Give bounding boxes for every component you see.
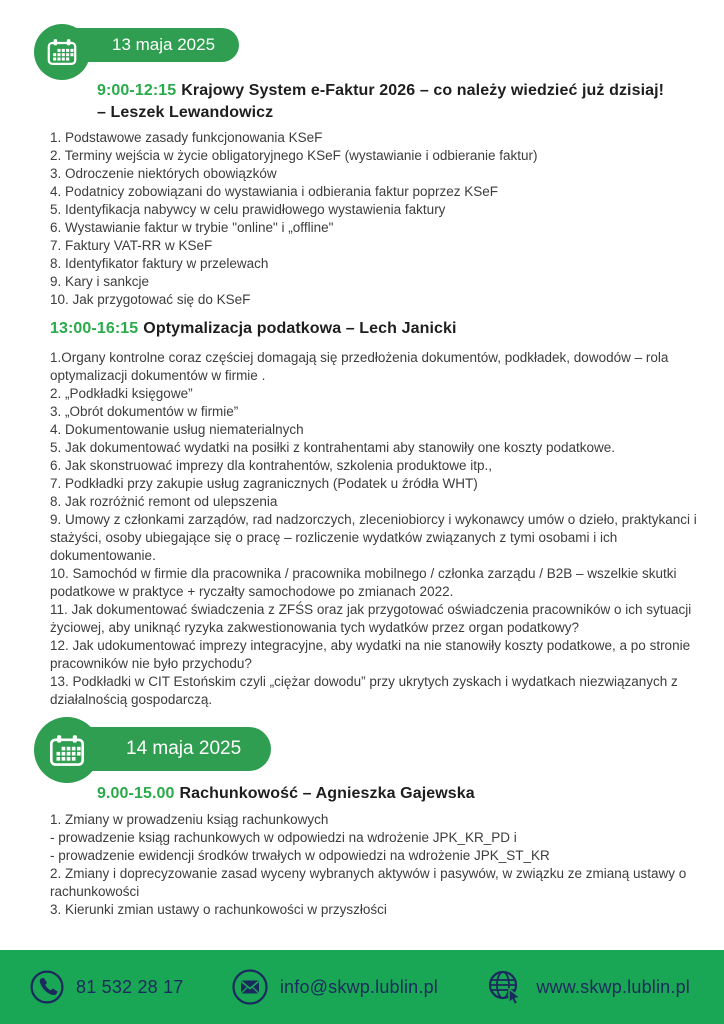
website-contact [484,966,690,1008]
session-agenda-list [50,349,710,709]
calendar-icon [34,24,90,80]
agenda-item: 5. Jak dokumentować wydatki na posiłki z kontrahentami aby stanowiły one koszty podatkowe. [50,440,616,455]
agenda-item: - prowadzenie ewidencji środków trwałych w odpowiedzi na wdrożenie JPK_ST_KR [50,848,550,863]
session-speaker: – Leszek Lewandowicz [97,104,274,121]
agenda-item: 4. Podatnicy zobowiązani do wystawiania i odbierania faktur poprzez KSeF [50,184,498,199]
agenda-item: 5. Identyfikacja nabywcy w celu prawidłowego wystawienia faktury [50,202,446,217]
calendar-icon-glyph [46,37,78,67]
agenda-item: 9. Umowy z członkami zarządów, rad nadzorczych, zleceniobiorcy i wykonawcy umów o dzieło, praktykanci i stażyści, osoby ubiegające się o pracę – rozliczenie wydatków związanych z tymi osobami i ich dokumentowanie. [50,512,697,563]
date-label: 13 maja 2025 [112,35,216,54]
globe-cursor-icon [484,966,526,1008]
session-time: 9:00-12:15 [97,82,177,99]
date-label: 14 maja 2025 [126,738,242,759]
agenda-item: 7. Faktury VAT-RR w KSeF [50,238,213,253]
phone-contact [28,968,184,1006]
agenda-item: 2. „Podkładki księgowe” [50,386,193,401]
agenda-item: 6. Jak skonstruować imprezy dla kontrahentów, szkolenia produktowe itp., [50,458,492,473]
calendar-icon-glyph [48,733,86,768]
agenda-item: 2. Zmiany i doprecyzowanie zasad wyceny wybranych aktywów i pasywów, w związku ze zmianą ustawy o rachunkowości [50,866,687,899]
agenda-item: 11. Jak dokumentować świadczenia z ZFŚS oraz jak przygotować oświadczenia pracowników o ich sytuacji życiowej, aby uniknąć ryzyka zakwestionowania tych wydatków przez organ podatkowy? [50,602,692,635]
agenda-item: 2. Terminy wejścia w życie obligatoryjnego KSeF (wystawianie i odbieranie faktur) [50,148,538,163]
calendar-icon [34,717,100,783]
email-address: info@skwp.lublin.pl [279,976,438,997]
session-agenda-list [50,811,710,919]
agenda-item: 1. Zmiany w prowadzeniu ksiąg rachunkowych [50,812,329,827]
email-icon [230,967,270,1007]
session-heading [50,783,710,805]
agenda-item: 7. Podkładki przy zakupie usług zagranicznych (Podatek u źródła WHT) [50,476,478,491]
agenda-item: 4. Dokumentowanie usług niematerialnych [50,422,304,437]
session-heading [50,80,710,124]
contact-footer [0,950,724,1024]
session-agenda-list [50,129,710,309]
session-title: Krajowy System e-Faktur 2026 – co należy wiedzieć już dzisiaj! [181,82,665,99]
phone-icon [28,968,66,1006]
agenda-item: 3. „Obrót dokumentów w firmie” [50,404,239,419]
session-time: 9.00-15.00 [97,785,175,802]
session-title: Optymalizacja podatkowa – Lech Janicki [143,320,457,337]
session-rachunkowosc [50,783,710,919]
website-url: www.skwp.lublin.pl [536,976,690,997]
session-time: 13:00-16:15 [50,320,139,337]
agenda-item: 9. Kary i sankcje [50,274,150,289]
agenda-item: - prowadzenie ksiąg rachunkowych w odpowiedzi na wdrożenie JPK_KR_PD i [50,830,517,845]
agenda-item: 10. Jak przygotować się do KSeF [50,292,251,307]
session-heading [50,318,710,340]
email-contact [230,967,438,1007]
agenda-item: 13. Podkładki w CIT Estońskim czyli „ciężar dowodu” przy ukrytych zyskach i wydatkach niezwiązanych z działalnością gospodarczą. [50,674,678,707]
session-title: Rachunkowość – Agnieszka Gajewska [179,785,475,802]
agenda-item: 3. Kierunki zmian ustawy o rachunkowości w przyszłości [50,902,387,917]
date-pill [64,28,239,62]
agenda-item: 1.Organy kontrolne coraz częściej domagają się przedłożenia dokumentów, podkładek, dowodów – rola optymalizacji dokumentów w firmie . [50,350,669,383]
agenda-item: 10. Samochód w firmie dla pracownika / pracownika mobilnego / członka zarządu / B2B – wszelkie skutki podatkowe w praktyce + ryczałty samochodowe po zmianach 2022. [50,566,677,599]
session-optymalizacja [50,318,710,709]
agenda-item: 6. Wystawianie faktur w trybie "online" i „offline" [50,220,334,235]
agenda-item: 8. Jak rozróżnić remont od ulepszenia [50,494,278,509]
session-ksef [50,80,710,309]
agenda-item: 1. Podstawowe zasady funkcjonowania KSeF [50,130,323,145]
phone-number: 81 532 28 17 [76,976,184,997]
agenda-item: 3. Odroczenie niektórych obowiązków [50,166,277,181]
agenda-item: 12. Jak udokumentować imprezy integracyjne, aby wydatki na nie stanowiły koszty podatkowe, a po stronie pracowników nie było przychodu? [50,638,691,671]
agenda-item: 8. Identyfikator faktury w przelewach [50,256,269,271]
